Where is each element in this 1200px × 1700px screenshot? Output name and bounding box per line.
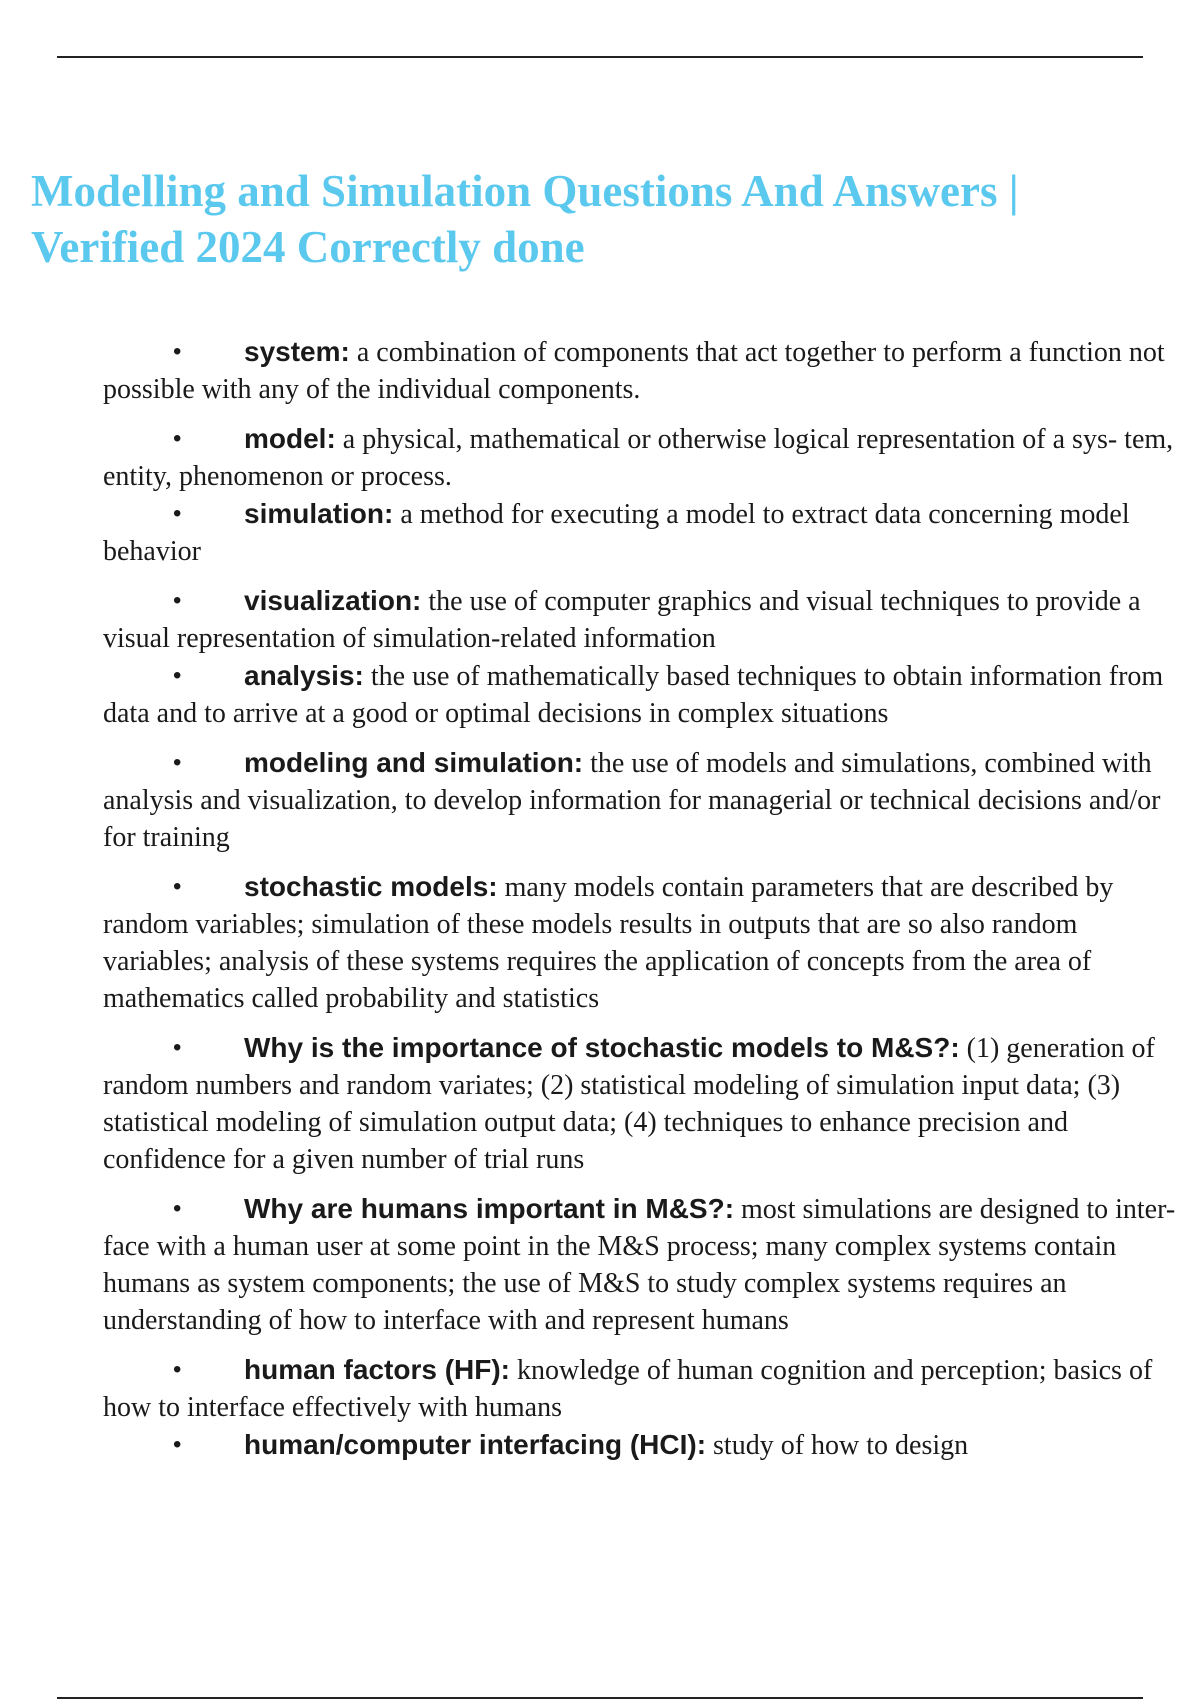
- term-definition: study of how to design: [713, 1430, 969, 1461]
- term-name: Why are humans important in M&S?:: [244, 1193, 735, 1224]
- bullet-icon: •: [173, 1431, 182, 1458]
- term-name: simulation:: [244, 498, 394, 529]
- list-item: [103, 1190, 1178, 1339]
- bullet-icon: •: [173, 1034, 182, 1061]
- bullet-icon: •: [173, 873, 182, 900]
- list-item: [103, 582, 1178, 657]
- list-item: [103, 333, 1178, 408]
- top-rule: [57, 56, 1143, 58]
- term-name: model:: [244, 423, 336, 454]
- term-definition: a method for executing a model to extract data concerning model behavior: [103, 499, 1130, 567]
- term-name: Why is the importance of stochastic models to M&S?:: [244, 1032, 960, 1063]
- term-name: analysis:: [244, 660, 364, 691]
- document-title: [31, 163, 1171, 275]
- term-definition: the use of models and simulations, combined with analysis and visualization, to develop information for managerial or technical decisions and/or for training: [103, 748, 1161, 853]
- term-definition: a combination of components that act together to perform a function not possible with any of the individual components.: [103, 337, 1165, 405]
- list-item: [103, 1351, 1178, 1426]
- list-item: [103, 495, 1178, 570]
- term-definition: most simulations are designed to inter- face with a human user at some point in the M&S process; many complex systems contain humans as system components; the use of M&S to study complex systems requires an understanding of how to interface with and represent humans: [103, 1194, 1176, 1336]
- term-definition: knowledge of human cognition and perception; basics of how to interface effectively with humans: [103, 1355, 1153, 1423]
- bullet-icon: •: [173, 749, 182, 776]
- list-item: [103, 868, 1178, 1017]
- bottom-rule: [57, 1697, 1143, 1699]
- bullet-icon: •: [173, 1356, 182, 1383]
- list-item: [103, 1029, 1178, 1178]
- term-name: human/computer interfacing (HCI):: [244, 1429, 707, 1460]
- term-name: stochastic models:: [244, 871, 498, 902]
- bullet-icon: •: [173, 338, 182, 365]
- term-name: modeling and simulation:: [244, 747, 584, 778]
- list-item: [103, 420, 1178, 495]
- term-definition: the use of mathematically based techniques to obtain information from data and to arrive at a good or optimal decisions in complex situations: [103, 661, 1164, 729]
- bullet-icon: •: [173, 1195, 182, 1222]
- term-name: system:: [244, 336, 350, 367]
- term-name: visualization:: [244, 585, 422, 616]
- term-definition: (1) generation of random numbers and random variates; (2) statistical modeling of simulation input data; (3) statistical modeling of simulation output data; (4) techniques to enhance precision and confidence for a given number of trial runs: [103, 1033, 1155, 1175]
- list-item: [103, 657, 1178, 732]
- term-definition: many models contain parameters that are described by random variables; simulation of these models results in outputs that are so also random variables; analysis of these systems requires the application of concepts from the area of mathematics called probability and statistics: [103, 872, 1114, 1014]
- term-list: [103, 333, 1178, 1464]
- list-item: [103, 744, 1178, 856]
- term-definition: a physical, mathematical or otherwise logical representation of a sys- tem, entity, phenomenon or process.: [103, 424, 1174, 492]
- bullet-icon: •: [173, 425, 182, 452]
- term-name: human factors (HF):: [244, 1354, 510, 1385]
- title-line-1: Modelling and Simulation Questions And Answers |: [31, 166, 1019, 216]
- bullet-icon: •: [173, 587, 182, 614]
- list-item: [103, 1426, 1178, 1464]
- bullet-icon: •: [173, 662, 182, 689]
- bullet-icon: •: [173, 500, 182, 527]
- term-definition: the use of computer graphics and visual techniques to provide a visual representation of simulation-related information: [103, 586, 1141, 654]
- title-line-2: Verified 2024 Correctly done: [31, 222, 585, 272]
